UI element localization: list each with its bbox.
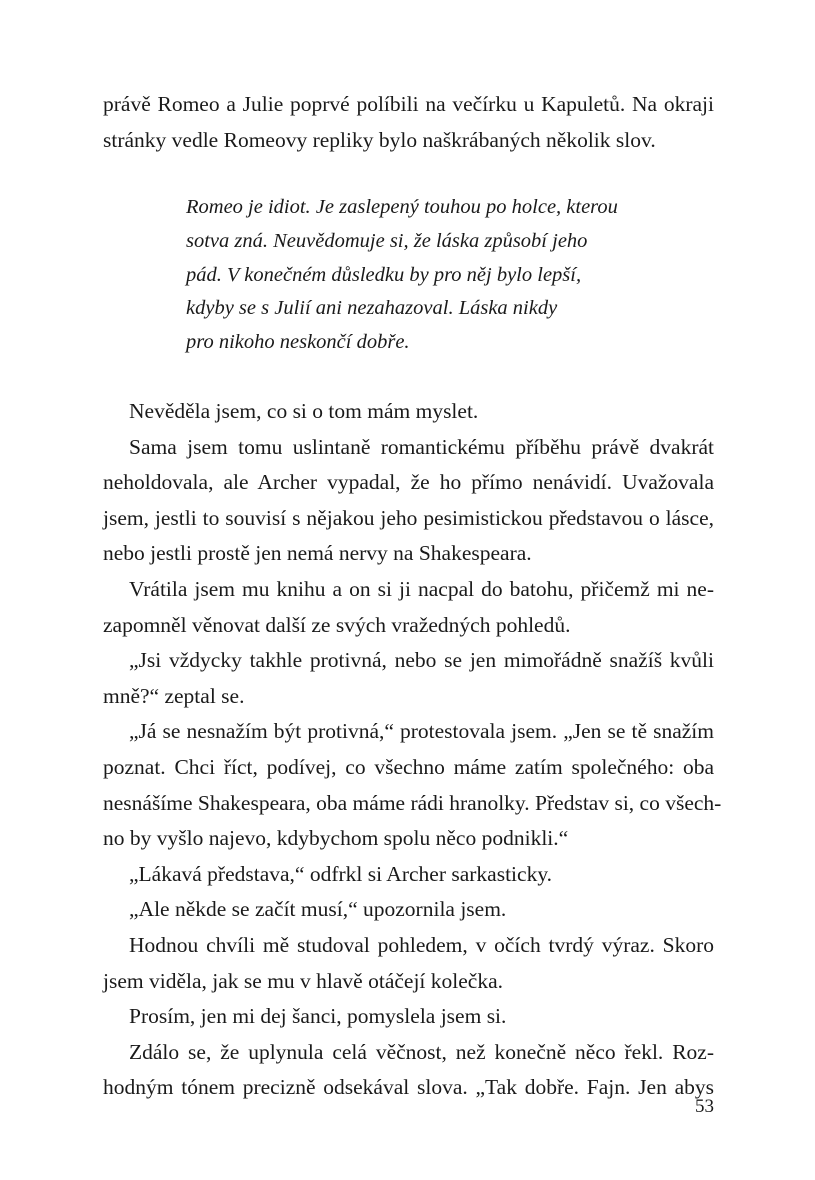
text-line: jsem, jestli to souvisí s nějakou jeho pesimistickou představou o lásce,	[103, 505, 714, 530]
text-line: „Ale někde se začít musí,“ upozornila jsem.	[129, 897, 507, 922]
quote-line: kdyby se s Julií ani nezahazoval. Láska nikdy	[186, 297, 558, 320]
text-line: Zdálo se, že uplynula celá věčnost, než konečně něco řekl. Roz-	[129, 1039, 714, 1064]
quote-line: sotva zná. Neuvědomuje si, že láska způsobí jeho	[186, 229, 588, 252]
text-line: zapomněl věnovat další ze svých vražedných pohledů.	[103, 612, 571, 637]
page-number: 53	[695, 1096, 714, 1117]
text-line: Hodnou chvíli mě studoval pohledem, v očích tvrdý výraz. Skoro	[129, 932, 714, 957]
text-line: Nevěděla jsem, co si o tom mám myslet.	[129, 399, 479, 423]
text-line: stránky vedle Romeovy repliky bylo naškrábaných několik slov.	[103, 127, 656, 152]
text-line: hodným tónem precizně odsekával slova. „Tak dobře. Fajn. Jen abys	[103, 1075, 714, 1100]
opening-paragraph	[103, 87, 714, 158]
text-line: nebo jestli prostě jen nemá nervy na Shakespeara.	[103, 541, 532, 566]
text-line: „Jsi vždycky takhle protivná, nebo se jen mimořádně snažíš kvůli	[129, 648, 714, 673]
text-line: poznat. Chci říct, podívej, co všechno máme zatím společného: oba	[103, 754, 714, 779]
text-line: Sama jsem tomu uslintaně romantickému příběhu právě dvakrát	[129, 434, 714, 459]
text-line: mně?“ zeptal se.	[103, 683, 245, 708]
quote-line: Romeo je idiot. Je zaslepený touhou po holce, kterou	[186, 196, 618, 218]
text-line: no by vyšlo najevo, kdybychom spolu něco podnikli.“	[103, 826, 569, 851]
text-line: nesnášíme Shakespeara, oba máme rádi hranolky. Představ si, co všech-	[103, 790, 722, 815]
text-line: neholdovala, ale Archer vypadal, že ho přímo nenávidí. Uvažovala	[103, 470, 714, 495]
text-line: Vrátila jsem mu knihu a on si ji nacpal do batohu, přičemž mi ne-	[129, 576, 714, 601]
text-line: „Já se nesnažím být protivná,“ protestovala jsem. „Jen se tě snažím	[129, 719, 714, 744]
body-text	[103, 394, 722, 1106]
quote-line: pád. V konečném důsledku by pro něj bylo lepší,	[186, 263, 582, 286]
text-line: právě Romeo a Julie poprvé políbili na večírku u Kapuletů. Na okraji	[103, 92, 714, 116]
text-line: „Lákavá představa,“ odfrkl si Archer sarkasticky.	[129, 861, 553, 886]
text-line: jsem viděla, jak se mu v hlavě otáčejí kolečka.	[103, 968, 503, 993]
text-line: Prosím, jen mi dej šanci, pomyslela jsem si.	[129, 1004, 507, 1029]
quote-line: pro nikoho neskončí dobře.	[186, 331, 410, 354]
block-quote	[186, 191, 626, 360]
